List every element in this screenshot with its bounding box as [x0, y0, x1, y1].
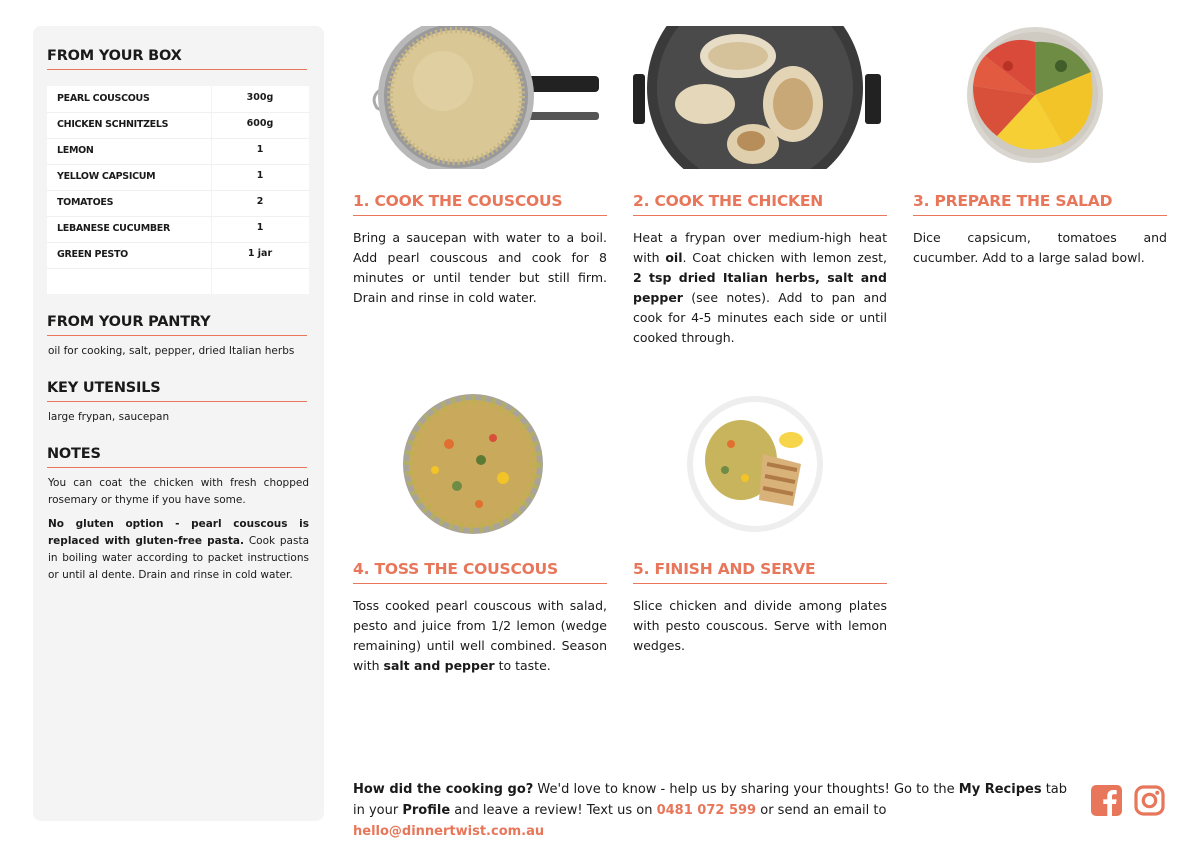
note-bold: No gluten option - pearl couscous is replaced with gluten-free pasta. [48, 518, 309, 547]
ingredient-name: LEMON [57, 145, 94, 156]
phone-link[interactable]: 0481 072 599 [656, 803, 757, 818]
table-row [47, 190, 309, 217]
step-text-part: Toss cooked pearl couscous with salad, pesto and juice from 1/2 lemon (wedge remaining) until well combined. Season with [353, 598, 607, 673]
step-2-text [633, 228, 887, 348]
ingredient-name: YELLOW CAPSICUM [57, 171, 156, 182]
ingredient-qty: 300g [246, 92, 274, 103]
ingredient-qty: 1 [256, 170, 264, 181]
ingredients-sidebar [33, 26, 324, 821]
utensils-heading: KEY UTENSILS [47, 380, 307, 402]
notes-heading: NOTES [47, 446, 307, 468]
step-3-text: Dice capsicum, tomatoes and cucumber. Add to a large salad bowl. [913, 230, 1167, 265]
note-text [48, 516, 309, 584]
couscous-strainer-photo [353, 26, 607, 169]
step-2-title: 2. COOK THE CHICKEN [633, 192, 887, 216]
ingredient-qty: 600g [246, 118, 274, 129]
table-row [47, 216, 309, 243]
footer-text: or send an email to [756, 803, 887, 818]
ingredient-name: GREEN PESTO [57, 249, 128, 260]
email-link[interactable]: hello@dinnertwist.com.au [353, 824, 545, 839]
note-rest: Cook pasta in boiling water according to packet instructions or until al dente. Drain and rinse in cold water. [48, 535, 309, 581]
ingredient-name: CHICKEN SCHNITZELS [57, 119, 169, 130]
table-row [47, 138, 309, 165]
profile-label: Profile [402, 803, 451, 818]
ingredient-qty: 1 jar [247, 248, 273, 259]
footer-text: We'd love to know - help us by sharing your thoughts! Go to the [533, 782, 959, 797]
feedback-footer [353, 779, 1078, 842]
table-row [47, 86, 309, 113]
salad-bowl-photo [913, 26, 1167, 169]
step-5-text: Slice chicken and divide among plates with pesto couscous. Serve with lemon wedges. [633, 598, 887, 653]
step-text-part: to taste. [494, 658, 551, 673]
ingredient-qty: 1 [256, 222, 264, 233]
instagram-icon[interactable] [1134, 785, 1165, 816]
footer-text: and leave a review! Text us on [450, 803, 657, 818]
ingredient-qty: 1 [256, 144, 264, 155]
my-recipes-label: My Recipes [958, 782, 1042, 797]
step-3-title: 3. PREPARE THE SALAD [913, 192, 1167, 216]
box-ingredients-table [47, 86, 309, 294]
table-row [47, 112, 309, 139]
utensils-text: large frypan, saucepan [48, 411, 170, 423]
box-heading: FROM YOUR BOX [47, 48, 307, 70]
table-row [47, 164, 309, 191]
step-1-text: Bring a saucepan with water to a boil. Add pearl couscous and cook for 8 minutes or until tender but still firm. Drain and rinse in cold water. [353, 230, 607, 305]
step-text-bold: salt and pepper [383, 658, 495, 673]
step-text-bold: oil [665, 250, 683, 265]
plated-dish-photo [633, 394, 887, 537]
ingredient-name: PEARL COUSCOUS [57, 93, 150, 104]
ingredient-qty: 2 [256, 196, 264, 207]
note-text: You can coat the chicken with fresh chopped rosemary or thyme if you have some. [48, 477, 309, 506]
ingredient-name: LEBANESE CUCUMBER [57, 223, 170, 234]
pantry-heading: FROM YOUR PANTRY [47, 314, 307, 336]
step-4-text [353, 596, 607, 676]
step-text-part: (see notes). Add to pan and cook for 4-5 minutes each side or until cooked through. [633, 290, 887, 345]
step-1-title: 1. COOK THE COUSCOUS [353, 192, 607, 216]
step-text-part: Heat a frypan over medium-high heat with [633, 230, 887, 265]
table-row [47, 242, 309, 269]
pantry-text: oil for cooking, salt, pepper, dried Italian herbs [48, 345, 295, 357]
footer-question: How did the cooking go? [353, 782, 534, 797]
step-5-title: 5. FINISH AND SERVE [633, 560, 887, 584]
chicken-frypan-photo [633, 26, 887, 169]
footer-text: tab in your [353, 782, 1068, 818]
step-text-part: . Coat chicken with lemon zest, [682, 250, 887, 265]
tossed-couscous-photo [353, 394, 607, 537]
step-text-bold: 2 tsp dried Italian herbs, salt and pepper [633, 270, 887, 305]
step-4-title: 4. TOSS THE COUSCOUS [353, 560, 607, 584]
facebook-icon[interactable] [1091, 785, 1122, 816]
ingredient-name: TOMATOES [57, 197, 114, 208]
